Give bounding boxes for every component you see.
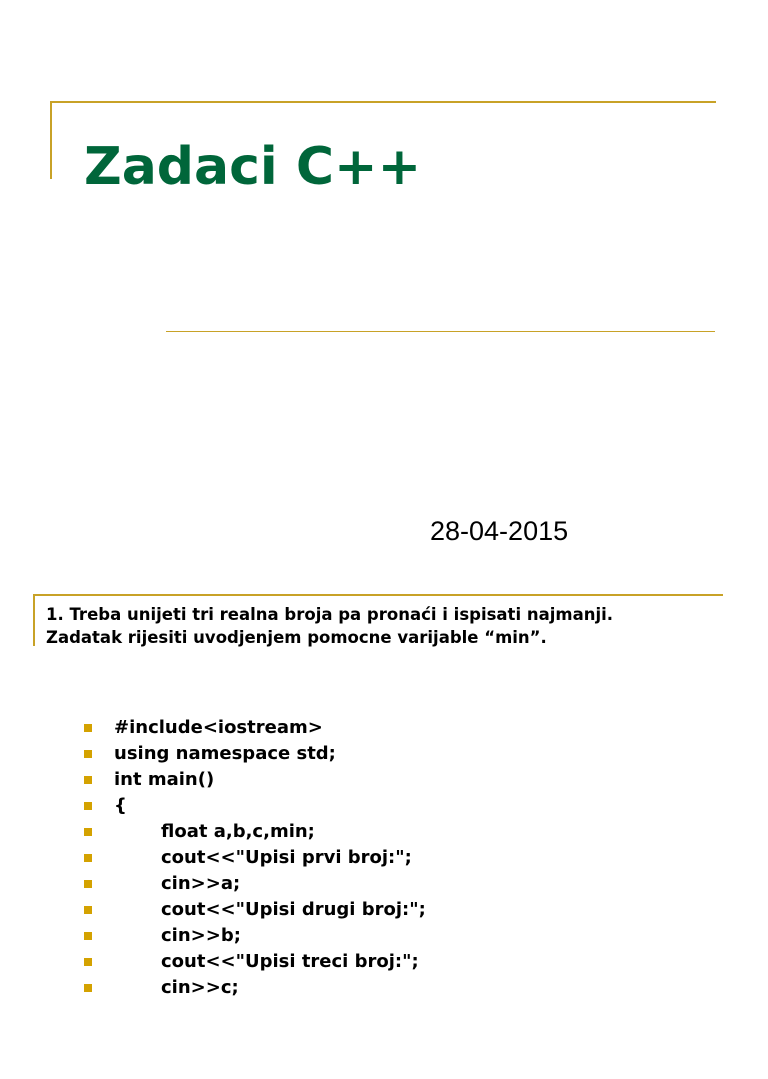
code-text: cout<<"Upisi drugi broj:"; (161, 899, 426, 920)
slide-date: 28-04-2015 (430, 516, 569, 546)
code-text: cout<<"Upisi treci broj:"; (161, 951, 419, 972)
slide-title: Zadaci C++ (84, 137, 422, 197)
list-item (84, 767, 215, 793)
square-bullet-icon (84, 906, 92, 914)
title-underline (166, 331, 715, 332)
square-bullet-icon (84, 854, 92, 862)
square-bullet-icon (84, 932, 92, 940)
list-item (84, 819, 315, 845)
task-line-2: Zadatak rijesiti uvodjenjem pomocne varijable “min”. (46, 628, 547, 647)
code-text: cout<<"Upisi prvi broj:"; (161, 847, 412, 868)
code-text: cin>>c; (161, 977, 239, 998)
list-item (84, 871, 241, 897)
task-top-accent-line (33, 594, 723, 596)
code-text: cin>>b; (161, 925, 241, 946)
task-line-1: 1. Treba unijeti tri realna broja pa pronaći i ispisati najmanji. (46, 605, 614, 624)
list-item (84, 845, 412, 871)
square-bullet-icon (84, 802, 92, 810)
list-item (84, 923, 241, 949)
square-bullet-icon (84, 828, 92, 836)
task-description (46, 603, 746, 649)
code-text: int main() (114, 769, 215, 790)
code-text: { (114, 795, 127, 816)
code-text: cin>>a; (161, 873, 241, 894)
square-bullet-icon (84, 776, 92, 784)
list-item (84, 975, 239, 1001)
list-item (84, 793, 127, 819)
square-bullet-icon (84, 984, 92, 992)
square-bullet-icon (84, 880, 92, 888)
code-text: #include<iostream> (114, 717, 323, 738)
task-left-accent-line (33, 594, 35, 646)
code-list (84, 715, 426, 1001)
top-accent-line (50, 101, 716, 103)
list-item (84, 741, 336, 767)
square-bullet-icon (84, 750, 92, 758)
list-item (84, 949, 419, 975)
list-item (84, 715, 323, 741)
list-item (84, 897, 426, 923)
left-accent-line (50, 101, 52, 179)
task-slide (0, 590, 768, 1024)
code-text: using namespace std; (114, 743, 336, 764)
square-bullet-icon (84, 724, 92, 732)
code-text: float a,b,c,min; (161, 821, 315, 842)
square-bullet-icon (84, 958, 92, 966)
